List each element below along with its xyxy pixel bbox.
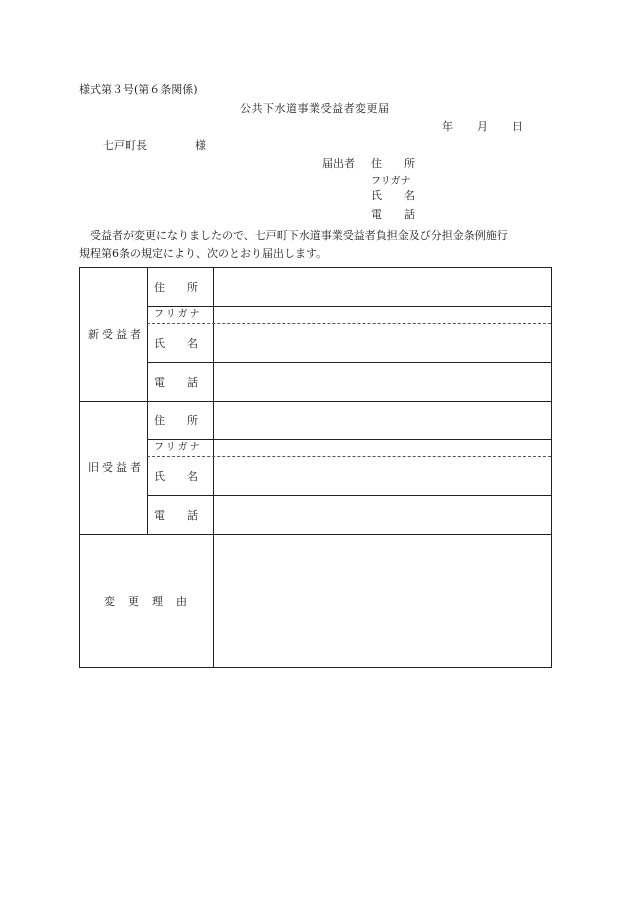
notifier-address-label: 住 所: [371, 157, 415, 170]
body-text-line-1: 受益者が変更になりましたので、七戸町下水道事業受益者負担金及び分担金条例施行: [90, 229, 508, 242]
new-phone-field[interactable]: [214, 363, 551, 401]
old-phone-field[interactable]: [214, 496, 551, 534]
notifier-label: 届出者: [322, 157, 355, 170]
form-title: 公共下水道事業受益者変更届: [240, 102, 390, 115]
old-address-label: 住 所: [154, 414, 198, 427]
form-number: 様式第３号(第６条関係): [79, 83, 198, 96]
old-furigana-field[interactable]: [214, 440, 551, 456]
date-month-label: 月: [477, 120, 488, 133]
old-phone-label: 電 話: [154, 509, 198, 522]
change-reason-field[interactable]: [214, 535, 551, 667]
old-name-field[interactable]: [214, 457, 551, 495]
date-year-label: 年: [442, 120, 453, 133]
new-furigana-label: フリガナ: [154, 309, 202, 320]
new-name-label: 氏 名: [154, 337, 198, 350]
old-furigana-label: フリガナ: [154, 442, 202, 453]
beneficiary-change-table: [79, 267, 552, 668]
new-name-field[interactable]: [214, 324, 551, 362]
old-beneficiary-label: 旧受益者: [88, 461, 144, 474]
new-address-label: 住 所: [154, 281, 198, 294]
new-furigana-field[interactable]: [214, 307, 551, 323]
notifier-phone-label: 電 話: [371, 208, 415, 221]
change-reason-label: 変 更 理 由: [104, 595, 188, 608]
addressee: 七戸町長: [103, 139, 147, 152]
old-address-field[interactable]: [214, 402, 551, 439]
addressee-honorific: 様: [195, 139, 206, 152]
date-day-label: 日: [512, 120, 523, 133]
new-phone-label: 電 話: [154, 376, 198, 389]
notifier-furigana-label: フリガナ: [371, 176, 411, 187]
notifier-name-label: 氏 名: [371, 189, 415, 202]
old-name-label: 氏 名: [154, 470, 198, 483]
new-address-field[interactable]: [214, 269, 551, 306]
body-text-line-2: 規程第6条の規定により、次のとおり届出します。: [79, 247, 328, 260]
new-beneficiary-label: 新受益者: [88, 328, 144, 341]
